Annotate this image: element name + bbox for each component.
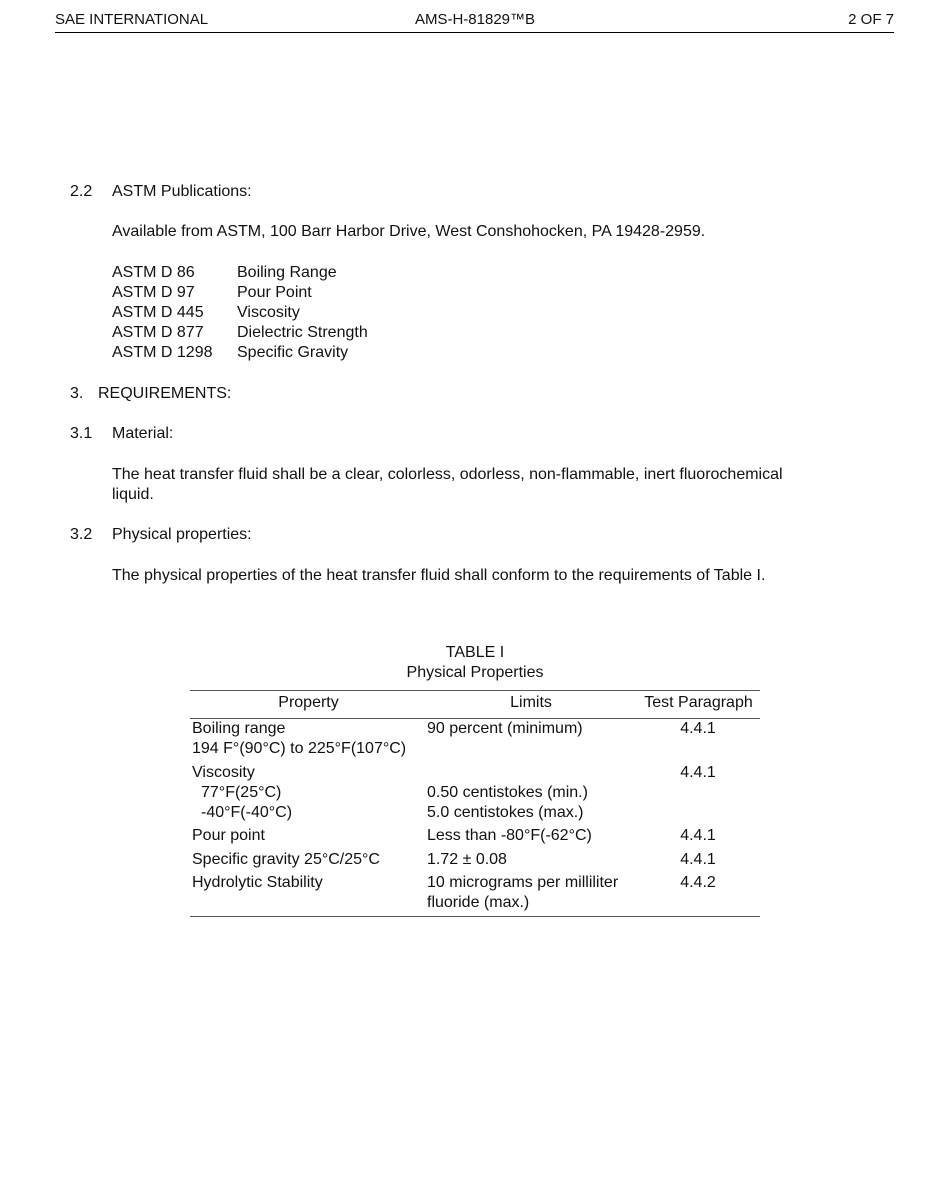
table-cell-test: 4.4.1 [680,827,716,844]
table-cell-property: Boiling range [192,720,286,737]
table-cell-property: Specific gravity 25°C/25°C [192,851,380,868]
astm-ref-title: Pour Point [237,284,312,301]
material-text-line: liquid. [112,486,154,503]
header-org: SAE INTERNATIONAL [55,11,209,28]
header-page-number: 2 OF 7 [848,11,894,28]
section-2-2-title: ASTM Publications: [112,183,252,200]
astm-ref-code: ASTM D 97 [112,284,195,301]
astm-ref-title: Specific Gravity [237,344,349,361]
table-cell-property: 194 F°(90°C) to 225°F(107°C) [192,740,407,757]
table-cell-test: 4.4.1 [680,720,716,737]
table-cell-limits: 5.0 centistokes (max.) [427,804,584,821]
astm-ref-code: ASTM D 1298 [112,344,213,361]
table-cell-test: 4.4.2 [680,874,716,891]
table-cell-property-sub: 77°F(25°C) [201,784,282,801]
table-cell-limits: 1.72 ± 0.08 [427,851,507,868]
table-cell-limits: 10 micrograms per milliliter [427,874,619,891]
table-header-property: Property [278,694,339,711]
section-3-1-title: Material: [112,425,174,442]
table-top-rule [190,690,760,691]
astm-ref-code: ASTM D 877 [112,324,204,341]
astm-ref-code: ASTM D 445 [112,304,204,321]
section-2-2-number: 2.2 [70,183,93,200]
table-cell-property: Pour point [192,827,265,844]
section-3-1-number: 3.1 [70,425,93,442]
table-header-test-paragraph: Test Paragraph [644,694,753,711]
table-header-limits: Limits [510,694,552,711]
section-3-number: 3. [70,385,84,402]
astm-ref-title: Dielectric Strength [237,324,368,341]
table-cell-property: Viscosity [192,764,255,781]
material-text-line: The heat transfer fluid shall be a clear, colorless, odorless, non-flammable, inert fluorochemical [112,466,783,483]
table-cell-test: 4.4.1 [680,764,716,781]
header-doc-number: AMS-H-81829™B [414,11,536,28]
table-caption: Physical Properties [406,664,544,681]
table-cell-limits: Less than -80°F(-62°C) [427,827,592,844]
table-cell-limits: fluoride (max.) [427,894,530,911]
astm-ref-code: ASTM D 86 [112,264,195,281]
table-cell-limits: 0.50 centistokes (min.) [427,784,588,801]
physical-properties-text: The physical properties of the heat transfer fluid shall conform to the requirements of Table I. [112,567,766,584]
table-bottom-rule [190,916,760,917]
section-3-2-title: Physical properties: [112,526,252,543]
table-cell-property-sub: -40°F(-40°C) [201,804,293,821]
astm-ref-title: Boiling Range [237,264,337,281]
table-cell-test: 4.4.1 [680,851,716,868]
header-rule [55,32,894,33]
table-cell-property: Hydrolytic Stability [192,874,323,891]
section-3-2-number: 3.2 [70,526,93,543]
section-3-title: REQUIREMENTS: [98,385,232,402]
table-label: TABLE I [445,644,505,661]
astm-ref-title: Viscosity [237,304,300,321]
astm-availability: Available from ASTM, 100 Barr Harbor Drive, West Conshohocken, PA 19428-2959. [112,223,706,240]
table-cell-limits: 90 percent (minimum) [427,720,583,737]
